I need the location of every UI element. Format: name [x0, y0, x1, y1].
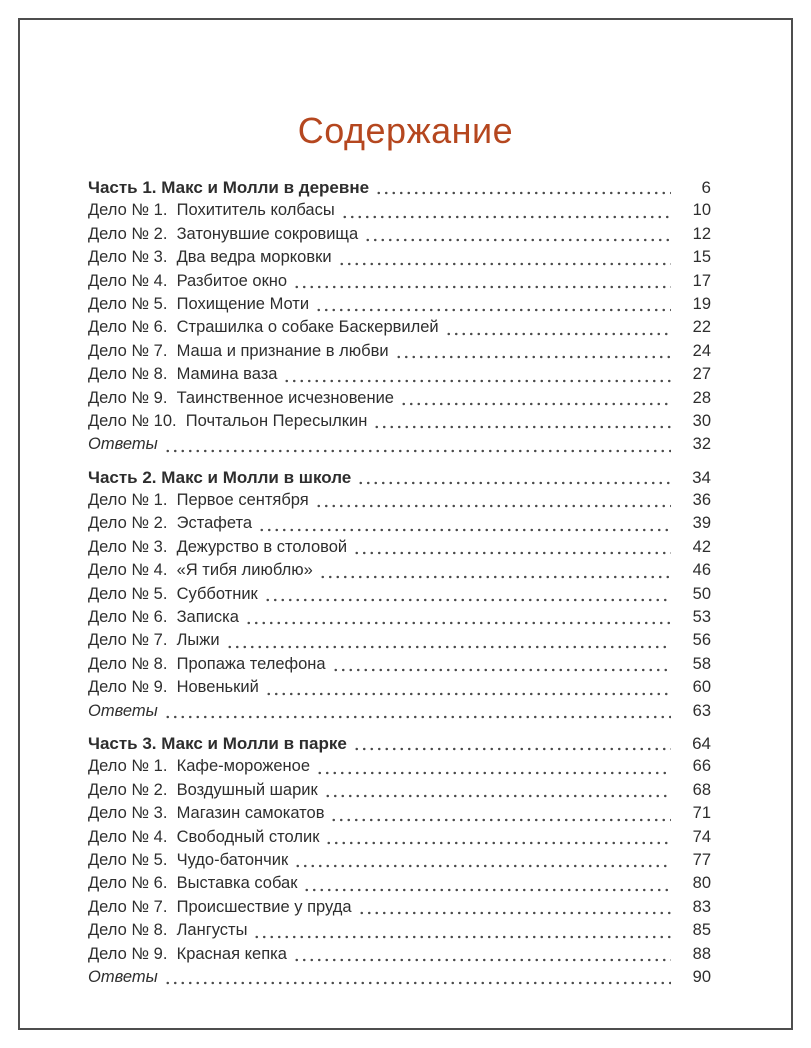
toc-entry-page: 56	[692, 631, 711, 650]
toc-answers-row-label: Ответы	[88, 701, 158, 720]
toc-part-header	[88, 176, 711, 199]
toc-entry-label: Дело № 8. Мамина ваза	[88, 365, 278, 384]
dot-leader	[164, 715, 671, 719]
toc-entry	[88, 872, 711, 895]
dot-leader	[315, 504, 671, 508]
dot-leader	[265, 692, 671, 696]
toc-entry	[88, 363, 711, 386]
toc-entry-page: 17	[692, 271, 711, 290]
toc-entry-page: 80	[692, 874, 711, 893]
toc-part-header-page: 64	[692, 733, 711, 753]
toc-section	[88, 466, 711, 723]
dot-leader	[324, 794, 671, 798]
toc-entry-page: 83	[692, 897, 711, 916]
page-title: Содержание	[297, 110, 514, 151]
dot-leader	[283, 379, 671, 383]
toc-entry	[88, 653, 711, 676]
toc-entry-page: 58	[692, 654, 711, 673]
toc-entry-page: 50	[692, 584, 711, 603]
toc-entry-label: Дело № 2. Эстафета	[88, 514, 253, 533]
toc-section	[88, 176, 711, 457]
toc-entry-label: Дело № 7. Происшествие у пруда	[88, 897, 352, 916]
toc-entry-label: Дело № 2. Воздушный шарик	[88, 780, 318, 799]
toc-entry	[88, 629, 711, 652]
toc-entry	[88, 536, 711, 559]
toc-entry-label: Дело № 4. «Я тибя лиюблю»	[88, 561, 313, 580]
toc-entry-label: Дело № 3. Дежурство в столовой	[88, 537, 348, 556]
toc-entry	[88, 387, 711, 410]
toc-part-header-page: 6	[701, 178, 711, 197]
toc-entry-page: 88	[692, 944, 711, 963]
toc-entry	[88, 340, 711, 363]
toc-entry-label: Дело № 6. Выставка собак	[88, 874, 298, 893]
toc-entry	[88, 199, 711, 222]
toc-entry-label: Дело № 7. Лыжи	[88, 631, 220, 650]
toc-part-header-page: 34	[692, 467, 711, 487]
dot-leader	[164, 981, 671, 985]
toc-entry-label: Дело № 1. Первое сентября	[88, 491, 309, 510]
dot-leader	[373, 425, 671, 429]
dot-leader	[395, 355, 671, 359]
toc-answers-row	[88, 966, 711, 989]
toc-entry-page: 24	[692, 341, 711, 360]
toc-entry-label: Дело № 4. Разбитое окно	[88, 271, 288, 290]
toc-entry-page: 19	[692, 294, 711, 313]
dot-leader	[264, 598, 671, 602]
dot-leader	[375, 191, 671, 195]
dot-leader	[353, 747, 671, 751]
dot-leader	[341, 215, 671, 219]
toc-entry-page: 15	[692, 248, 711, 267]
toc-entry	[88, 489, 711, 512]
toc-entry-label: Дело № 1. Кафе-мороженое	[88, 757, 310, 776]
toc-entry	[88, 583, 711, 606]
toc-part-header	[88, 466, 711, 489]
toc-entry-page: 68	[692, 780, 711, 799]
toc-answers-row-page: 63	[692, 701, 711, 720]
dot-leader	[303, 888, 671, 892]
dot-leader	[358, 911, 671, 915]
dot-leader	[293, 285, 671, 289]
toc-entry-label: Дело № 7. Маша и признание в любви	[88, 341, 389, 360]
toc-entry-label: Дело № 5. Похищение Моти	[88, 294, 310, 313]
toc-part-header-label: Часть 2. Макс и Молли в школе	[88, 467, 352, 487]
toc-entry-page: 53	[692, 608, 711, 627]
toc-entry-label: Дело № 9. Таинственное исчезновение	[88, 388, 394, 407]
toc-entry	[88, 246, 711, 269]
dot-leader	[294, 864, 671, 868]
toc-entry-label: Дело № 2. Затонувшие сокровища	[88, 224, 359, 243]
toc-entry-label: Дело № 8. Пропажа телефона	[88, 654, 326, 673]
dot-leader	[293, 958, 671, 962]
toc-entry	[88, 223, 711, 246]
toc-entry-page: 27	[692, 365, 711, 384]
toc-entry-page: 22	[692, 318, 711, 337]
toc-entry-page: 12	[692, 224, 711, 243]
toc-entry-page: 77	[692, 850, 711, 869]
toc-entry-label: Дело № 9. Новенький	[88, 678, 259, 697]
toc-entry	[88, 779, 711, 802]
toc-entry	[88, 802, 711, 825]
toc-entry	[88, 943, 711, 966]
dot-leader	[315, 308, 671, 312]
toc-entry-label: Дело № 6. Записка	[88, 608, 239, 627]
toc-entry	[88, 270, 711, 293]
dot-leader	[338, 262, 671, 266]
toc-entry	[88, 410, 711, 433]
toc-entry-page: 74	[692, 827, 711, 846]
toc-entry-label: Дело № 6. Страшилка о собаке Баскервилей	[88, 318, 439, 337]
toc-entry-label: Дело № 5. Чудо-батончик	[88, 850, 289, 869]
toc-entry-page: 60	[692, 678, 711, 697]
toc-entry-label: Дело № 8. Лангусты	[88, 921, 248, 940]
dot-leader	[316, 771, 671, 775]
toc-entry-label: Дело № 10. Почтальон Пересылкин	[88, 411, 368, 430]
dot-leader	[353, 551, 671, 555]
toc-answers-row-page: 90	[692, 967, 711, 986]
toc-entry	[88, 676, 711, 699]
dot-leader	[319, 575, 671, 579]
toc-entry-label: Дело № 3. Магазин самокатов	[88, 804, 325, 823]
toc-entry-page: 66	[692, 757, 711, 776]
toc-entry	[88, 512, 711, 535]
dot-leader	[164, 449, 671, 453]
dot-leader	[357, 481, 671, 485]
toc-entry	[88, 919, 711, 942]
toc-entry	[88, 293, 711, 316]
toc-entry-page: 30	[692, 411, 711, 430]
toc-entry-label: Дело № 1. Похититель колбасы	[88, 201, 335, 220]
toc-entry-label: Дело № 9. Красная кепка	[88, 944, 287, 963]
toc-entry-page: 39	[692, 514, 711, 533]
toc-part-header-label: Часть 1. Макс и Молли в деревне	[88, 178, 370, 197]
toc-answers-row-label: Ответы	[88, 967, 158, 986]
dot-leader	[445, 332, 671, 336]
toc-entry-page: 10	[692, 201, 711, 220]
toc-answers-row	[88, 433, 711, 456]
dot-leader	[325, 841, 671, 845]
toc-entry-page: 36	[692, 491, 711, 510]
toc-entry-page: 71	[692, 804, 711, 823]
dot-leader	[253, 935, 671, 939]
toc-entry-page: 46	[692, 561, 711, 580]
toc-entry	[88, 606, 711, 629]
toc-entry	[88, 755, 711, 778]
toc-entry-label: Дело № 4. Свободный столик	[88, 827, 320, 846]
dot-leader	[245, 621, 671, 625]
toc-section	[88, 732, 711, 989]
dot-leader	[330, 818, 671, 822]
toc-entry	[88, 849, 711, 872]
dot-leader	[226, 645, 671, 649]
toc-answers-row-page: 32	[692, 435, 711, 454]
toc-entry	[88, 559, 711, 582]
dot-leader	[332, 668, 671, 672]
toc-entry-label: Дело № 3. Два ведра морковки	[88, 248, 332, 267]
toc-entry-page: 42	[692, 537, 711, 556]
toc-entry	[88, 316, 711, 339]
dot-leader	[400, 402, 671, 406]
toc-answers-row	[88, 700, 711, 723]
toc	[88, 176, 711, 989]
toc-answers-row-label: Ответы	[88, 435, 158, 454]
dot-leader	[364, 238, 671, 242]
toc-entry-page: 28	[692, 388, 711, 407]
toc-part-header-label: Часть 3. Макс и Молли в парке	[88, 733, 347, 753]
toc-entry	[88, 896, 711, 919]
toc-entry-page: 85	[692, 921, 711, 940]
toc-entry	[88, 826, 711, 849]
dot-leader	[258, 528, 671, 532]
toc-part-header	[88, 732, 711, 755]
toc-entry-label: Дело № 5. Субботник	[88, 584, 258, 603]
